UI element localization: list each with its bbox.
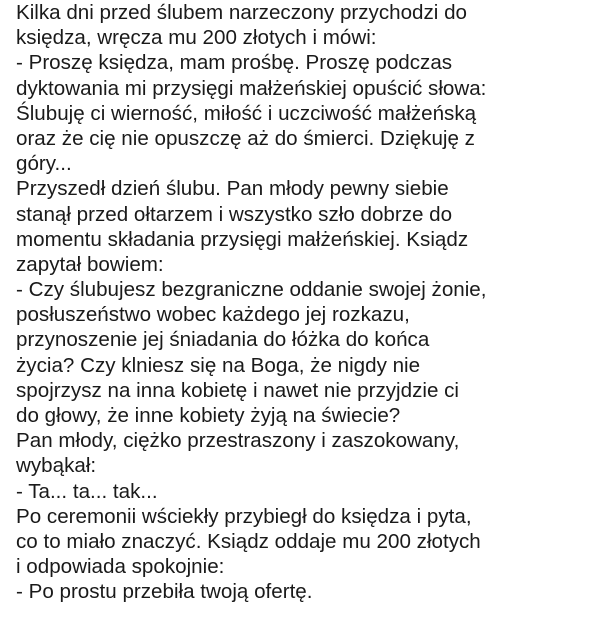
text-line: wybąkał: bbox=[16, 454, 97, 478]
text-line: oraz że cię nie opuszczę aż do śmierci. Dziękuję z bbox=[16, 126, 475, 150]
text-line: księdza, wręcza mu 200 złotych i mówi: bbox=[16, 26, 377, 50]
text-line: - Ta... ta... tak... bbox=[16, 479, 158, 503]
text-line: posłuszeństwo wobec każdego jej rozkazu, bbox=[16, 303, 410, 327]
text-line: Po ceremonii wściekły przybiegł do księdza i pyta, bbox=[16, 504, 472, 528]
text-line: Przyszedł dzień ślubu. Pan młody pewny siebie bbox=[16, 177, 449, 201]
text-line: do głowy, że inne kobiety żyją na świecie? bbox=[16, 404, 401, 427]
text-line: - Proszę księdza, mam prośbę. Proszę podczas bbox=[16, 51, 453, 75]
text-line: i odpowiada spokojnie: bbox=[16, 555, 225, 579]
text-line: momentu składania przysięgi małżeńskiej. Ksiądz bbox=[16, 227, 469, 251]
text-line: zapytał bowiem: bbox=[16, 252, 164, 276]
text-line: spojrzysz na inna kobietę i nawet nie przyjdzie ci bbox=[16, 378, 459, 402]
text-line: dyktowania mi przysięgi małżeńskiej opuścić słowa: bbox=[16, 76, 487, 100]
text-line: Ślubuję ci wierność, miłość i uczciwość małżeńską bbox=[16, 101, 477, 125]
text-line: Pan młody, ciężko przestraszony i zaszokowany, bbox=[16, 429, 460, 453]
text-line: - Czy ślubujesz bezgraniczne oddanie swojej żonie, bbox=[16, 278, 487, 302]
text-line: góry... bbox=[16, 152, 72, 176]
text-line: - Po prostu przebiła twoją ofertę. bbox=[16, 580, 313, 604]
text-line: stanął przed ołtarzem i wszystko szło dobrze do bbox=[16, 202, 453, 226]
text-line: życia? Czy klniesz się na Boga, że nigdy nie bbox=[16, 353, 421, 377]
text-line: Kilka dni przed ślubem narzeczony przychodzi do bbox=[16, 1, 468, 24]
text-line: przynoszenie jej śniadania do łóżka do końca bbox=[16, 328, 430, 352]
joke-text-block bbox=[16, 0, 596, 605]
text-line: co to miało znaczyć. Ksiądz oddaje mu 200 złotych bbox=[16, 529, 481, 553]
